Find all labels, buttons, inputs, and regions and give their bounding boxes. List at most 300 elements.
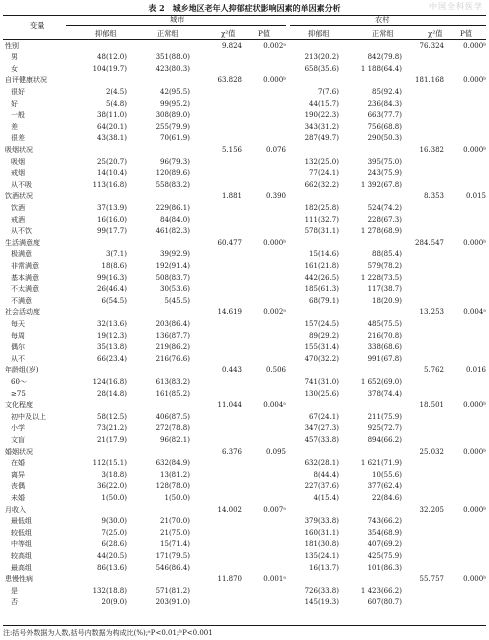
table-group-row xyxy=(0,191,489,203)
row-label: 从不 xyxy=(11,354,25,363)
urban-depressed-cell: 25(20.7) xyxy=(97,157,127,166)
row-label: 生活满意度 xyxy=(5,238,40,247)
rural-chi-cell: 18.501 xyxy=(419,401,444,410)
rural-p-cell: 0.000ᵇ xyxy=(463,505,486,514)
urban-normal-cell: 219(86.2) xyxy=(155,343,190,352)
rural-depressed-cell: 662(32.2) xyxy=(304,180,339,189)
urban-normal-cell: 508(83.7) xyxy=(155,273,190,282)
row-label: 文化程度 xyxy=(5,401,33,410)
rural-chi-cell: 16.382 xyxy=(419,145,444,154)
row-label: 年龄组(岁) xyxy=(5,366,39,375)
header-urban-p: P值 xyxy=(258,29,271,38)
urban-depressed-cell: 64(20.1) xyxy=(97,122,127,131)
urban-depressed-cell: 35(13.8) xyxy=(97,343,127,352)
urban-depressed-cell: 37(13.9) xyxy=(97,203,127,212)
row-label: 好 xyxy=(11,99,18,108)
urban-normal-cell: 216(76.6) xyxy=(155,354,190,363)
rural-depressed-cell: 157(24.5) xyxy=(304,319,339,328)
rural-chi-cell: 32.205 xyxy=(419,505,444,514)
top-rule xyxy=(3,15,486,16)
rural-chi-cell: 76.324 xyxy=(419,41,444,50)
rural-p-cell: 0.000ᵇ xyxy=(463,575,486,584)
urban-normal-cell: 161(85.2) xyxy=(155,389,190,398)
row-label: 极满意 xyxy=(11,250,32,259)
urban-normal-cell: 30(53.6) xyxy=(160,285,190,294)
row-label: 丧偶 xyxy=(11,482,25,491)
rural-depressed-cell: 632(28.1) xyxy=(304,459,339,468)
rural-depressed-cell: 145(19.3) xyxy=(304,598,339,607)
urban-depressed-cell: 86(13.6) xyxy=(97,563,127,572)
urban-depressed-cell: 99(17.7) xyxy=(97,227,127,236)
rural-depressed-cell: 287(49.7) xyxy=(304,134,339,143)
urban-p-cell: 0.095 xyxy=(265,447,286,456)
table-group-row xyxy=(0,447,489,459)
row-label: 从不饮 xyxy=(11,227,32,236)
rural-depressed-cell: 379(33.8) xyxy=(304,517,339,526)
table-row xyxy=(0,110,489,122)
rural-normal-cell: 607(80.7) xyxy=(367,598,402,607)
rural-depressed-cell: 161(21.8) xyxy=(304,261,339,270)
urban-normal-cell: 203(86.4) xyxy=(155,319,190,328)
table-note: 注:括号外数据为人数,括号内数据为构成比(%);ᵃP<0.01;ᵇP<0.001 xyxy=(3,629,213,637)
urban-normal-cell: 461(82.3) xyxy=(155,227,190,236)
urban-depressed-cell: 26(46.4) xyxy=(97,285,127,294)
row-label: 文盲 xyxy=(11,435,25,444)
table-caption: 表 2 城乡地区老年人抑郁症状影响因素的单因素分析 xyxy=(148,3,341,13)
row-label: 不太满意 xyxy=(11,285,39,294)
urban-normal-cell: 613(83.2) xyxy=(155,377,190,386)
row-label: 婚姻状况 xyxy=(5,447,33,456)
rural-normal-cell: 925(72.7) xyxy=(367,424,402,433)
row-label: 初中及以上 xyxy=(11,412,46,421)
urban-depressed-cell: 132(18.8) xyxy=(92,586,127,595)
urban-normal-cell: 120(89.6) xyxy=(155,169,190,178)
urban-depressed-cell: 48(12.0) xyxy=(97,53,127,62)
table-row xyxy=(0,551,489,563)
row-label: 离异 xyxy=(11,470,25,479)
rural-depressed-cell: 227(37.6) xyxy=(304,482,339,491)
rural-depressed-cell: 658(35.6) xyxy=(304,64,339,73)
row-label: 社会活动度 xyxy=(5,308,40,317)
urban-depressed-cell: 3(7.1) xyxy=(105,250,127,259)
urban-normal-cell: 171(79.5) xyxy=(155,551,190,560)
rural-normal-cell: 18(20.9) xyxy=(372,296,402,305)
rural-depressed-cell: 111(32.7) xyxy=(304,215,339,224)
table-row xyxy=(0,539,489,551)
urban-depressed-cell: 124(16.8) xyxy=(92,377,127,386)
urban-normal-cell: 558(83.2) xyxy=(155,180,190,189)
table-row xyxy=(0,586,489,598)
row-label: 很好 xyxy=(11,87,25,96)
urban-depressed-cell: 2(4.5) xyxy=(105,87,127,96)
header-urban: 城市 xyxy=(170,15,185,24)
table-row xyxy=(0,249,489,261)
table-row xyxy=(0,215,489,227)
urban-normal-cell: 546(86.4) xyxy=(155,563,190,572)
rural-normal-cell: 1 652(69.0) xyxy=(360,377,402,386)
table-row xyxy=(0,273,489,285)
rural-depressed-cell: 741(31.0) xyxy=(304,377,339,386)
urban-chi-cell: 1.881 xyxy=(221,192,242,201)
urban-normal-cell: 39(92.9) xyxy=(160,250,190,259)
row-label: 戒酒 xyxy=(11,215,25,224)
urban-depressed-cell: 36(22.0) xyxy=(97,482,127,491)
table-row xyxy=(0,342,489,354)
table-row xyxy=(0,377,489,389)
rural-normal-cell: 1 621(71.9) xyxy=(360,459,402,468)
urban-normal-cell: 192(91.4) xyxy=(155,261,190,270)
urban-depressed-cell: 3(18.8) xyxy=(101,470,127,479)
rural-normal-cell: 101(86.3) xyxy=(367,563,402,572)
row-label: ≥75 xyxy=(11,389,26,398)
table-group-row xyxy=(0,307,489,319)
row-label: 60～ xyxy=(11,377,27,386)
table-row xyxy=(0,87,489,99)
table-row xyxy=(0,435,489,447)
rural-normal-cell: 243(75.9) xyxy=(367,169,402,178)
rural-depressed-cell: 442(26.5) xyxy=(304,273,339,282)
urban-rule xyxy=(66,25,286,26)
urban-normal-cell: 128(78.0) xyxy=(155,482,190,491)
urban-depressed-cell: 6(28.6) xyxy=(101,540,127,549)
urban-normal-cell: 96(82.1) xyxy=(160,435,190,444)
urban-p-cell: 0.007ᵃ xyxy=(263,505,286,514)
rural-depressed-cell: 213(20.2) xyxy=(304,53,339,62)
urban-normal-cell: 423(80.3) xyxy=(155,64,190,73)
urban-normal-cell: 136(87.7) xyxy=(155,331,190,340)
table-row xyxy=(0,203,489,215)
rural-normal-cell: 1 423(66.2) xyxy=(360,586,402,595)
urban-depressed-cell: 32(13.6) xyxy=(97,319,127,328)
row-label: 差 xyxy=(11,122,18,131)
row-label: 较低组 xyxy=(11,528,32,537)
table-row xyxy=(0,412,489,424)
urban-normal-cell: 272(78.8) xyxy=(155,424,190,433)
table-group-row xyxy=(0,41,489,53)
rural-depressed-cell: 77(24.1) xyxy=(309,169,339,178)
rural-depressed-cell: 68(79.1) xyxy=(309,296,339,305)
urban-normal-cell: 15(71.4) xyxy=(160,540,190,549)
row-label: 偶尔 xyxy=(11,343,25,352)
row-label: 最低组 xyxy=(11,517,32,526)
urban-chi-cell: 0.443 xyxy=(221,366,242,375)
row-label: 饮酒状况 xyxy=(5,192,33,201)
urban-chi-cell: 6.376 xyxy=(221,447,242,456)
row-label: 每天 xyxy=(11,319,25,328)
rural-normal-cell: 22(84.6) xyxy=(372,493,402,502)
urban-normal-cell: 308(89.0) xyxy=(155,111,190,120)
row-label: 较高组 xyxy=(11,551,32,560)
rural-depressed-cell: 347(27.3) xyxy=(304,424,339,433)
rural-normal-cell: 1 228(73.5) xyxy=(360,273,402,282)
urban-normal-cell: 1(50.0) xyxy=(164,493,190,502)
row-label: 一般 xyxy=(11,111,25,120)
rural-normal-cell: 10(55.6) xyxy=(372,470,402,479)
header-urban-normal: 正常组 xyxy=(157,29,179,38)
table-row xyxy=(0,597,489,609)
table-row xyxy=(0,563,489,575)
urban-depressed-cell: 5(4.8) xyxy=(105,99,127,108)
rural-chi-cell: 284.547 xyxy=(415,238,444,247)
urban-depressed-cell: 66(23.4) xyxy=(97,354,127,363)
rural-depressed-cell: 343(31.2) xyxy=(304,122,339,131)
rural-chi-cell: 55.757 xyxy=(419,575,444,584)
urban-chi-cell: 9.824 xyxy=(221,41,242,50)
rural-normal-cell: 991(67.8) xyxy=(367,354,402,363)
urban-p-cell: 0.002ᵃ xyxy=(263,41,286,50)
rural-normal-cell: 425(75.9) xyxy=(367,551,402,560)
row-label: 患慢性病 xyxy=(5,575,33,584)
row-label: 在婚 xyxy=(11,459,25,468)
rural-normal-cell: 842(79.8) xyxy=(367,53,402,62)
urban-normal-cell: 255(79.9) xyxy=(155,122,190,131)
urban-normal-cell: 632(84.9) xyxy=(155,459,190,468)
urban-chi-cell: 11.870 xyxy=(217,575,242,584)
rural-p-cell: 0.000ᵇ xyxy=(463,41,486,50)
row-label: 非常满意 xyxy=(11,261,39,270)
table-group-row xyxy=(0,365,489,377)
rural-depressed-cell: 185(61.3) xyxy=(304,285,339,294)
urban-normal-cell: 84(84.0) xyxy=(160,215,190,224)
rural-depressed-cell: 181(30.8) xyxy=(304,540,339,549)
table-row xyxy=(0,99,489,111)
urban-depressed-cell: 113(16.8) xyxy=(92,180,127,189)
rural-depressed-cell: 470(32.2) xyxy=(304,354,339,363)
row-label: 饮酒 xyxy=(11,203,25,212)
row-label: 否 xyxy=(11,598,18,607)
table-group-row xyxy=(0,505,489,517)
urban-depressed-cell: 38(11.0) xyxy=(97,111,127,120)
rural-p-cell: 0.004ᵃ xyxy=(463,308,486,317)
rural-p-cell: 0.000ᵇ xyxy=(463,145,486,154)
rural-normal-cell: 756(68.8) xyxy=(367,122,402,131)
row-label: 小学 xyxy=(11,424,25,433)
row-label: 每周 xyxy=(11,331,25,340)
rural-normal-cell: 524(74.2) xyxy=(367,203,402,212)
rural-chi-cell: 8.353 xyxy=(423,192,444,201)
header-rural-normal: 正常组 xyxy=(372,29,394,38)
rural-normal-cell: 1 188(64.4) xyxy=(360,64,402,73)
rural-p-cell: 0.015 xyxy=(465,192,486,201)
rural-normal-cell: 395(75.0) xyxy=(367,157,402,166)
bottom-rule xyxy=(3,625,486,626)
urban-depressed-cell: 73(21.2) xyxy=(97,424,127,433)
rural-p-cell: 0.000ᵇ xyxy=(463,76,486,85)
rural-p-cell: 0.000ᵇ xyxy=(463,401,486,410)
rural-depressed-cell: 578(31.1) xyxy=(304,227,339,236)
urban-normal-cell: 70(61.9) xyxy=(160,134,190,143)
rural-normal-cell: 378(74.4) xyxy=(367,389,402,398)
rural-normal-cell: 1 278(68.9) xyxy=(360,227,402,236)
rural-normal-cell: 228(67.3) xyxy=(367,215,402,224)
row-label: 男 xyxy=(11,53,18,62)
row-label: 基本满意 xyxy=(11,273,39,282)
urban-chi-cell: 14.619 xyxy=(217,308,242,317)
urban-depressed-cell: 104(19.7) xyxy=(92,64,127,73)
row-label: 最高组 xyxy=(11,563,32,572)
rural-chi-cell: 181.168 xyxy=(415,76,444,85)
rural-p-cell: 0.016 xyxy=(465,366,486,375)
urban-p-cell: 0.002ᵃ xyxy=(263,308,286,317)
table-row xyxy=(0,296,489,308)
rural-depressed-cell: 135(24.1) xyxy=(304,551,339,560)
rural-normal-cell: 117(38.7) xyxy=(367,285,402,294)
rural-normal-cell: 894(66.2) xyxy=(367,435,402,444)
row-label: 女 xyxy=(11,64,18,73)
rural-normal-cell: 407(69.2) xyxy=(367,540,402,549)
urban-normal-cell: 571(81.2) xyxy=(155,586,190,595)
urban-normal-cell: 351(88.0) xyxy=(155,53,190,62)
row-label: 自评健康状况 xyxy=(5,76,47,85)
rural-depressed-cell: 16(13.7) xyxy=(309,563,339,572)
table-row xyxy=(0,157,489,169)
rural-normal-cell: 216(70.8) xyxy=(367,331,402,340)
rural-p-cell: 0.000ᵇ xyxy=(463,447,486,456)
watermark-logo: 中国全科医学 xyxy=(429,2,483,11)
rural-p-cell: 0.000ᵇ xyxy=(463,238,486,247)
row-label: 戒烟 xyxy=(11,169,25,178)
table-row xyxy=(0,423,489,435)
urban-normal-cell: 13(81.2) xyxy=(160,470,190,479)
urban-depressed-cell: 19(12.3) xyxy=(97,331,127,340)
table-row xyxy=(0,389,489,401)
rural-normal-cell: 743(66.2) xyxy=(367,517,402,526)
rural-normal-cell: 663(77.7) xyxy=(367,111,402,120)
table-row xyxy=(0,319,489,331)
header-urban-depressed: 抑郁组 xyxy=(95,29,117,38)
table-group-row xyxy=(0,400,489,412)
row-label: 未婚 xyxy=(11,493,25,502)
urban-chi-cell: 60.477 xyxy=(217,238,242,247)
urban-depressed-cell: 16(16.0) xyxy=(97,215,127,224)
table-group-row xyxy=(0,238,489,250)
rural-chi-cell: 25.032 xyxy=(419,447,444,456)
urban-chi-cell: 5.156 xyxy=(221,145,242,154)
urban-depressed-cell: 9(30.0) xyxy=(101,517,127,526)
urban-depressed-cell: 44(20.5) xyxy=(97,551,127,560)
table-row xyxy=(0,226,489,238)
rural-depressed-cell: 457(33.8) xyxy=(304,435,339,444)
urban-depressed-cell: 6(54.5) xyxy=(101,296,127,305)
urban-p-cell: 0.390 xyxy=(265,192,286,201)
urban-normal-cell: 5(45.5) xyxy=(164,296,190,305)
header-urban-chi: χ²值 xyxy=(221,29,236,38)
row-label: 吸烟 xyxy=(11,157,25,166)
urban-normal-cell: 96(79.3) xyxy=(160,157,190,166)
header-rural: 农村 xyxy=(375,15,390,24)
urban-chi-cell: 11.044 xyxy=(217,401,242,410)
rural-normal-cell: 88(85.4) xyxy=(372,250,402,259)
urban-p-cell: 0.076 xyxy=(265,145,286,154)
urban-depressed-cell: 20(9.0) xyxy=(101,598,127,607)
rural-depressed-cell: 89(29.2) xyxy=(309,331,339,340)
urban-normal-cell: 99(95.2) xyxy=(160,99,190,108)
rural-normal-cell: 338(68.6) xyxy=(367,343,402,352)
rural-normal-cell: 290(50.3) xyxy=(367,134,402,143)
rural-depressed-cell: 182(25.8) xyxy=(304,203,339,212)
urban-p-cell: 0.506 xyxy=(265,366,286,375)
rural-normal-cell: 579(78.2) xyxy=(367,261,402,270)
rural-depressed-cell: 8(44.4) xyxy=(313,470,339,479)
urban-normal-cell: 42(95.5) xyxy=(160,87,190,96)
table-row xyxy=(0,261,489,273)
urban-p-cell: 0.000ᵇ xyxy=(263,76,286,85)
table-row xyxy=(0,133,489,145)
table-group-row xyxy=(0,574,489,586)
table-row xyxy=(0,516,489,528)
rural-depressed-cell: 726(33.8) xyxy=(304,586,339,595)
rural-depressed-cell: 7(7.6) xyxy=(317,87,339,96)
urban-normal-cell: 406(87.5) xyxy=(155,412,190,421)
row-label: 不满意 xyxy=(11,296,32,305)
urban-depressed-cell: 112(15.1) xyxy=(92,459,127,468)
row-label: 吸烟状况 xyxy=(5,145,33,154)
table-row xyxy=(0,331,489,343)
urban-p-cell: 0.001ᵃ xyxy=(263,575,286,584)
table-row xyxy=(0,458,489,470)
urban-normal-cell: 229(86.1) xyxy=(155,203,190,212)
table-row xyxy=(0,493,489,505)
urban-depressed-cell: 58(12.5) xyxy=(97,412,127,421)
urban-chi-cell: 14.002 xyxy=(217,505,242,514)
urban-depressed-cell: 28(14.8) xyxy=(97,389,127,398)
rural-depressed-cell: 15(14.6) xyxy=(309,250,339,259)
row-label: 月收入 xyxy=(5,505,26,514)
table-row xyxy=(0,122,489,134)
rural-depressed-cell: 155(31.4) xyxy=(304,343,339,352)
rural-normal-cell: 85(92.4) xyxy=(372,87,402,96)
table-row xyxy=(0,481,489,493)
rural-normal-cell: 236(84.3) xyxy=(367,99,402,108)
table-row xyxy=(0,284,489,296)
urban-depressed-cell: 21(17.9) xyxy=(97,435,127,444)
urban-depressed-cell: 43(38.1) xyxy=(97,134,127,143)
rural-depressed-cell: 4(15.4) xyxy=(313,493,339,502)
urban-p-cell: 0.000ᵇ xyxy=(263,238,286,247)
rural-normal-cell: 211(75.9) xyxy=(367,412,402,421)
urban-normal-cell: 21(75.0) xyxy=(160,528,190,537)
table-row xyxy=(0,180,489,192)
urban-depressed-cell: 1(50.0) xyxy=(101,493,127,502)
table-row xyxy=(0,52,489,64)
header-variable: 变量 xyxy=(30,21,45,30)
table-row xyxy=(0,64,489,76)
header-rural-depressed: 抑郁组 xyxy=(308,29,330,38)
rural-normal-cell: 1 392(67.8) xyxy=(360,180,402,189)
table-group-row xyxy=(0,75,489,87)
table-row xyxy=(0,528,489,540)
rural-normal-cell: 354(68.9) xyxy=(367,528,402,537)
rural-depressed-cell: 160(31.1) xyxy=(304,528,339,537)
table-row xyxy=(0,168,489,180)
rural-depressed-cell: 67(24.1) xyxy=(309,412,339,421)
rural-normal-cell: 485(75.5) xyxy=(367,319,402,328)
table-group-row xyxy=(0,145,489,157)
row-label: 从不吸 xyxy=(11,180,32,189)
rural-depressed-cell: 132(25.0) xyxy=(304,157,339,166)
rural-chi-cell: 5.762 xyxy=(423,366,444,375)
urban-p-cell: 0.004ᵃ xyxy=(263,401,286,410)
rural-rule xyxy=(290,25,486,26)
row-label: 性别 xyxy=(5,41,19,50)
rural-depressed-cell: 190(22.3) xyxy=(304,111,339,120)
rural-chi-cell: 13.253 xyxy=(419,308,444,317)
row-label: 是 xyxy=(11,586,18,595)
rural-depressed-cell: 44(15.7) xyxy=(309,99,339,108)
urban-depressed-cell: 7(25.0) xyxy=(101,528,127,537)
urban-normal-cell: 21(70.0) xyxy=(160,517,190,526)
urban-depressed-cell: 18(8.6) xyxy=(101,261,127,270)
